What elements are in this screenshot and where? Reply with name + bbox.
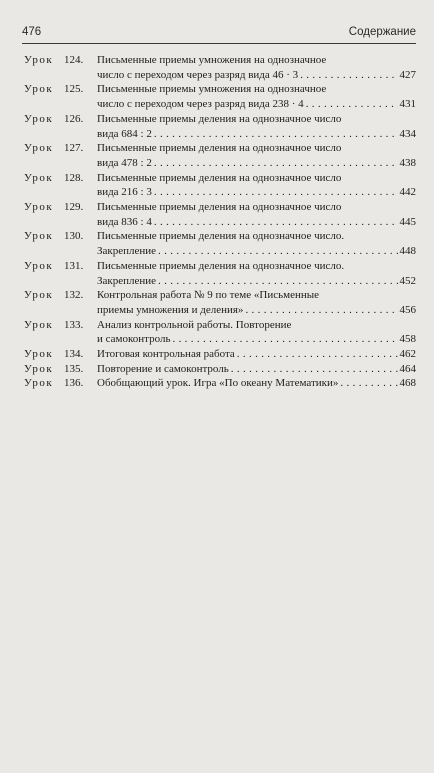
entry-line [97, 274, 416, 289]
dot-leader [231, 362, 398, 377]
entry-title-text: Итоговая контрольная работа [97, 348, 235, 361]
dot-leader [306, 97, 398, 112]
entry-line [97, 332, 416, 347]
page-ref: 464 [399, 362, 416, 375]
entry-line [97, 171, 416, 186]
entry-line [97, 185, 416, 200]
dot-leader [300, 68, 397, 83]
lesson-label: Урок [24, 289, 54, 302]
table-of-contents [24, 53, 416, 391]
entry-title-text: число с переходом через разряд вида 46 · 3 [97, 68, 299, 81]
lesson-number: 135. [64, 362, 84, 375]
page-ref: 438 [399, 156, 416, 169]
entry-title-text: вида 216 : 3 [97, 186, 152, 199]
toc-entry [24, 141, 416, 170]
entry-title-text: вида 836 : 4 [97, 215, 152, 228]
entry-line [97, 68, 416, 83]
entry-line [97, 376, 416, 391]
section-title: Содержание [348, 26, 416, 38]
toc-entry [24, 362, 416, 377]
lesson-number: 129. [64, 201, 84, 214]
entry-body [97, 259, 416, 288]
entry-body [97, 171, 416, 200]
lesson-label: Урок [24, 54, 54, 66]
dot-leader [158, 274, 397, 289]
lesson-label: Урок [24, 348, 54, 361]
entry-line [97, 200, 416, 215]
entry-body [97, 141, 416, 170]
toc-entry [24, 82, 416, 111]
lesson-label: Урок [24, 112, 54, 125]
lesson-number: 131. [64, 259, 84, 272]
toc-entry [24, 259, 416, 288]
page-ref: 462 [399, 348, 416, 361]
entry-title-text: Контрольная работа № 9 по теме «Письменные [97, 289, 319, 302]
dot-leader [245, 303, 397, 318]
page-ref: 434 [399, 127, 416, 140]
dot-leader [172, 332, 397, 347]
header-rule [22, 43, 416, 44]
page-ref: 445 [399, 215, 416, 228]
toc-entry [24, 318, 416, 347]
entry-title-text: вида 684 : 2 [97, 127, 152, 140]
entry-body [97, 82, 416, 111]
entry-body [97, 288, 416, 317]
running-header [22, 26, 416, 44]
entry-line [97, 362, 416, 377]
page-ref: 442 [399, 186, 416, 199]
lesson-number: 124. [64, 54, 84, 66]
entry-line [97, 127, 416, 142]
entry-line [97, 82, 416, 97]
entry-body [97, 112, 416, 141]
entry-title-text: приемы умножения и деления» [97, 303, 244, 316]
page-ref: 452 [399, 274, 416, 287]
entry-body [97, 347, 416, 362]
page-ref: 468 [399, 377, 416, 390]
entry-title-text: Письменные приемы деления на однозначное число [97, 171, 342, 184]
entry-line [97, 141, 416, 156]
dot-leader [158, 244, 397, 259]
entry-title-text: Письменные приемы умножения на однозначное [97, 54, 327, 66]
toc-entry [24, 53, 416, 82]
lesson-number: 136. [64, 377, 84, 390]
lesson-number: 133. [64, 318, 84, 331]
lesson-label: Урок [24, 83, 54, 96]
entry-body [97, 376, 416, 391]
entry-line [97, 318, 416, 333]
entry-line [97, 112, 416, 127]
entry-body [97, 229, 416, 258]
lesson-label: Урок [24, 377, 54, 390]
entry-line [97, 156, 416, 171]
lesson-label: Урок [24, 318, 54, 331]
dot-leader [154, 185, 398, 200]
entry-title-text: Анализ контрольной работы. Повторение [97, 318, 292, 331]
lesson-label: Урок [24, 362, 54, 375]
lesson-number: 132. [64, 289, 84, 302]
toc-entry [24, 376, 416, 391]
toc-entry [24, 288, 416, 317]
entry-title-text: Повторение и самоконтроль [97, 362, 229, 375]
entry-body [97, 200, 416, 229]
entry-title-text: Письменные приемы деления на однозначное число [97, 142, 342, 155]
lesson-label: Урок [24, 201, 54, 214]
entry-title-text: число с переходом через разряд вида 238 · 4 [97, 98, 304, 111]
entry-line [97, 288, 416, 303]
entry-title-text: Письменные приемы умножения на однозначное [97, 83, 327, 96]
page-ref: 458 [399, 333, 416, 346]
entry-title-text: Письменные приемы деления на однозначное число [97, 201, 342, 214]
entry-title-text: и самоконтроль [97, 333, 171, 346]
page-ref: 448 [399, 245, 416, 258]
toc-entry [24, 347, 416, 362]
entry-line [97, 215, 416, 230]
page-ref: 431 [399, 98, 416, 111]
lesson-number: 125. [64, 83, 84, 96]
lesson-label: Урок [24, 142, 54, 155]
entry-title-text: вида 478 : 2 [97, 156, 152, 169]
entry-title-text: Письменные приемы деления на однозначное число. [97, 259, 345, 272]
entry-line [97, 229, 416, 244]
entry-title-text: Обобщающий урок. Игра «По океану Математики» [97, 377, 339, 390]
entry-line [97, 53, 416, 68]
lesson-number: 126. [64, 112, 84, 125]
entry-line [97, 347, 416, 362]
entry-body [97, 53, 416, 82]
lesson-label: Урок [24, 259, 54, 272]
entry-title-text: Письменные приемы деления на однозначное число [97, 112, 342, 125]
entry-line [97, 244, 416, 259]
dot-leader [340, 376, 397, 391]
entry-title-text: Письменные приемы деления на однозначное число. [97, 230, 345, 243]
lesson-number: 130. [64, 230, 84, 243]
page-ref: 427 [399, 68, 416, 81]
dot-leader [154, 156, 398, 171]
entry-line [97, 97, 416, 112]
entry-body [97, 362, 416, 377]
lesson-label: Урок [24, 230, 54, 243]
toc-entry [24, 171, 416, 200]
dot-leader [237, 347, 398, 362]
entry-body [97, 318, 416, 347]
lesson-number: 127. [64, 142, 84, 155]
entry-line [97, 259, 416, 274]
entry-title-text: Закрепление [97, 274, 157, 287]
entry-title-text: Закрепление [97, 245, 157, 258]
lesson-number: 134. [64, 348, 84, 361]
toc-entry [24, 229, 416, 258]
dot-leader [154, 127, 398, 142]
toc-entry [24, 200, 416, 229]
page-ref: 456 [399, 303, 416, 316]
toc-entry [24, 112, 416, 141]
dot-leader [154, 215, 398, 230]
entry-line [97, 303, 416, 318]
lesson-number: 128. [64, 171, 84, 184]
page-number: 476 [22, 26, 42, 38]
lesson-label: Урок [24, 171, 54, 184]
